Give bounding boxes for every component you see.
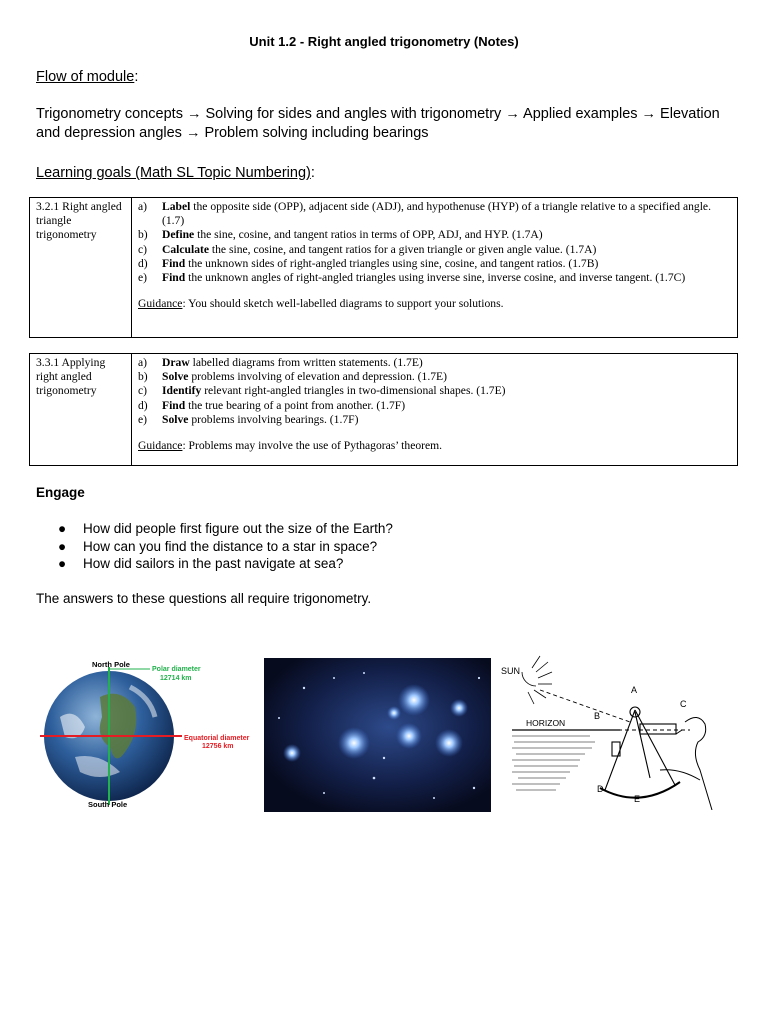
item-text: the sine, cosine, and tangent ratios for a given triangle or given angle value. (1.7A)	[209, 242, 597, 256]
list-item	[138, 200, 731, 228]
item-marker: a)	[138, 356, 148, 369]
item-text: problems involving of elevation and depression. (1.7E)	[188, 370, 447, 384]
horizon-label: HORIZON	[526, 718, 566, 728]
star-icon	[387, 706, 401, 720]
item-marker: d)	[138, 398, 148, 412]
table-2-content	[132, 354, 738, 466]
equatorial-diameter-label: Equatorial diameter	[184, 735, 250, 742]
flow-heading: Flow of module	[36, 69, 135, 85]
sextant-diagram-image	[500, 650, 715, 810]
point-d-label: D	[597, 784, 604, 794]
guidance-text: : You should sketch well-labelled diagrams to support your solutions.	[182, 297, 504, 311]
polar-diameter-label: Polar diameter	[152, 666, 201, 673]
south-pole-label: South Pole	[88, 800, 128, 809]
point-c-label: C	[680, 699, 687, 709]
star-icon	[398, 684, 430, 716]
item-verb: Calculate	[162, 242, 210, 256]
goals-heading-colon: :	[310, 165, 315, 181]
item-marker: d)	[138, 256, 148, 270]
engage-heading: Engage	[36, 485, 85, 500]
point-a-label: A	[631, 685, 638, 695]
engage-questions	[36, 520, 393, 573]
star-icon	[283, 744, 301, 762]
item-verb: Find	[162, 398, 186, 412]
list-item	[36, 538, 393, 556]
learning-goals-table-1	[29, 197, 738, 338]
table-1-topic: 3.2.1 Right angled triangle trigonometry	[30, 198, 132, 338]
guidance	[138, 297, 731, 311]
item-marker: e)	[138, 271, 148, 285]
north-pole-label: North Pole	[92, 660, 130, 669]
list-item	[138, 384, 731, 398]
earth-diagram-image	[40, 657, 258, 812]
list-item	[138, 271, 731, 285]
page-title: Unit 1.2 - Right angled trigonometry (Notes)	[249, 34, 519, 49]
item-marker: c)	[138, 384, 148, 398]
question-text: How did sailors in the past navigate at sea?	[83, 556, 344, 571]
flow-text: Trigonometry concepts → Solving for sides and angles with trigonometry → Applied examples → Elevation and depression angles → Problem solving including bearings	[36, 106, 720, 141]
item-text: the unknown sides of right-angled triangles using sine, cosine, and tangent ratios. (1.7B)	[185, 256, 599, 270]
learning-goals-table-2	[29, 353, 738, 466]
sun-label: SUN	[501, 666, 521, 676]
star-icon	[396, 723, 422, 749]
item-text: the unknown angles of right-angled triangles using inverse sine, inverse cosine, and inverse tangent. (1.7C)	[185, 271, 686, 285]
item-text: the sine, cosine, and tangent ratios in terms of OPP, ADJ, and HYP. (1.7A)	[194, 228, 543, 242]
item-verb: Solve	[162, 412, 189, 426]
list-item	[138, 370, 731, 384]
item-marker: c)	[138, 242, 148, 256]
star-icon	[450, 699, 468, 717]
list-item	[36, 555, 393, 573]
star-icon	[338, 727, 370, 759]
item-verb: Solve	[162, 370, 189, 384]
bullet-icon: ●	[58, 538, 67, 554]
flow-heading-line	[36, 68, 138, 87]
item-text: relevant right-angled triangles in two-dimensional shapes. (1.7E)	[201, 384, 506, 398]
list-item	[138, 356, 731, 370]
point-e-label: E	[634, 794, 641, 804]
star-cluster-image	[264, 658, 491, 812]
table-1-content	[132, 198, 738, 338]
table-2-topic: 3.3.1 Applying right angled trigonometry	[30, 354, 132, 466]
item-verb: Find	[162, 256, 186, 270]
point-b-label: B	[594, 711, 601, 721]
guidance-text: : Problems may involve the use of Pythagoras’ theorem.	[182, 439, 443, 453]
goals-heading: Learning goals (Math SL Topic Numbering)	[36, 165, 311, 181]
guidance-label: Guidance	[138, 439, 183, 453]
equatorial-diameter-value: 12756 km	[202, 743, 234, 750]
item-marker: b)	[138, 370, 148, 384]
item-verb: Find	[162, 271, 186, 285]
bullet-icon: ●	[58, 521, 67, 536]
item-verb: Define	[162, 228, 195, 242]
answers-text: The answers to these questions all require trigonometry.	[36, 591, 372, 606]
item-marker: b)	[138, 228, 148, 242]
item-text: the opposite side (OPP), adjacent side (ADJ), and hypothenuse (HYP) of a triangle relative to a specified angle. (1.7)	[162, 200, 711, 228]
list-item	[138, 243, 731, 257]
guidance-label: Guidance	[138, 297, 183, 311]
item-marker: a)	[138, 200, 148, 213]
item-verb: Label	[162, 200, 191, 213]
question-text: How can you find the distance to a star in space?	[83, 538, 378, 554]
list-item	[138, 413, 731, 427]
list-item	[36, 520, 393, 538]
list-item	[138, 399, 731, 413]
item-text: the true bearing of a point from another. (1.7F)	[185, 398, 406, 412]
item-marker: e)	[138, 412, 148, 426]
guidance	[138, 439, 731, 453]
star-icon	[435, 729, 463, 757]
item-text: problems involving bearings. (1.7F)	[188, 412, 359, 426]
item-verb: Identify	[162, 384, 202, 398]
item-text: labelled diagrams from written statements. (1.7E)	[189, 356, 423, 369]
goals-heading-line	[36, 164, 315, 183]
bullet-icon: ●	[58, 556, 67, 571]
flow-heading-colon: :	[134, 69, 139, 85]
item-verb: Draw	[162, 356, 190, 369]
question-text: How did people first figure out the size of the Earth?	[83, 521, 393, 536]
list-item	[138, 257, 731, 271]
list-item	[138, 228, 731, 242]
polar-diameter-value: 12714 km	[160, 675, 192, 682]
